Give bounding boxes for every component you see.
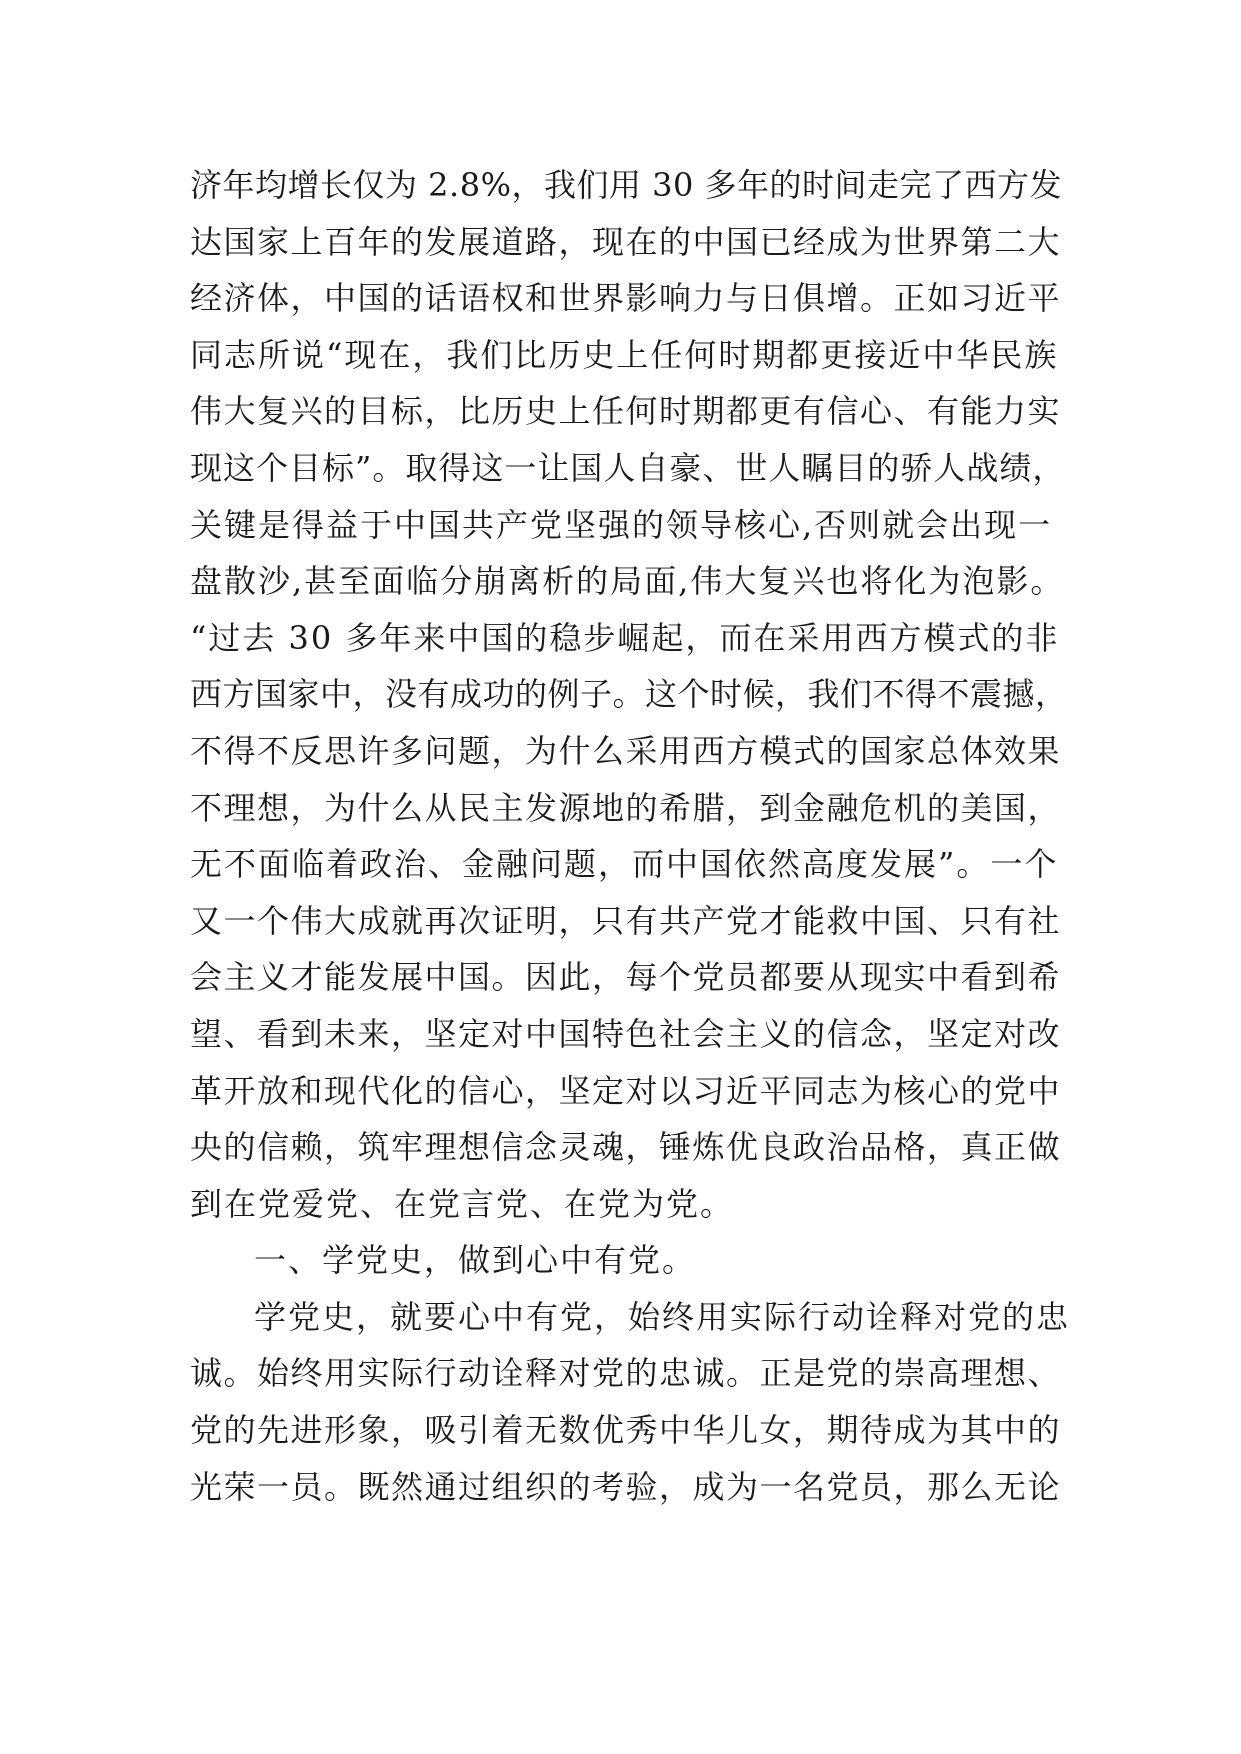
text-line: 同志所说“现在，我们比历史上任何时期都更接近中华民族 xyxy=(190,335,1059,374)
text-line: 诚。始终用实际行动诠释对党的忠诚。正是党的崇高理想、 xyxy=(190,1354,1062,1393)
text-line: 党的先进形象，吸引着无数优秀中华儿女，期待成为其中的 xyxy=(190,1411,1062,1450)
text-line: 伟大复兴的目标，比历史上任何时期都更有信心、有能力实 xyxy=(190,392,1062,431)
text-line: 西方国家中，没有成功的例子。这个时候，我们不得不震撼， xyxy=(190,675,1068,714)
text-line: 盘散沙,甚至面临分崩离析的局面,伟大复兴也将化为泡影。 xyxy=(190,562,1065,601)
text-line: 光荣一员。既然通过组织的考验，成为一名党员，那么无论 xyxy=(190,1467,1062,1506)
text-line: 无不面临着政治、金融问题，而中国依然高度发展”。一个 xyxy=(190,845,1059,884)
text-line: “过去 30 多年来中国的稳步崛起，而在采用西方模式的非 xyxy=(190,618,1060,657)
paragraph-first-line: 学党史，就要心中有党，始终用实际行动诠释对党的忠 xyxy=(254,1297,1071,1336)
body-text xyxy=(190,157,1070,1515)
text-line: 关键是得益于中国共产党坚强的领导核心,否则就会出现一 xyxy=(190,505,1053,544)
text-line: 不得不反思许多问题，为什么采用西方模式的国家总体效果 xyxy=(190,731,1062,770)
text-line: 又一个伟大成就再次证明，只有共产党才能救中国、只有社 xyxy=(190,901,1062,940)
text-line: 不理想，为什么从民主发源地的希腊，到金融危机的美国， xyxy=(190,788,1062,827)
text-line: 济年均增长仅为 2.8%，我们用 30 多年的时间走完了西方发 xyxy=(190,166,1063,204)
text-line: 会主义才能发展中国。因此，每个党员都要从现实中看到希 xyxy=(190,958,1062,997)
text-line: 经济体，中国的话语权和世界影响力与日俱增。正如习近平 xyxy=(190,279,1062,318)
text-line: 望、看到未来，坚定对中国特色社会主义的信念，坚定对改 xyxy=(190,1014,1062,1053)
section-heading: 一、学党史，做到心中有党。 xyxy=(254,1241,697,1280)
text-line: 革开放和现代化的信心，坚定对以习近平同志为核心的党中 xyxy=(190,1071,1062,1110)
text-line: 到在党爱党、在党言党、在党为党。 xyxy=(190,1184,735,1223)
text-line: 达国家上百年的发展道路，现在的中国已经成为世界第二大 xyxy=(190,222,1062,261)
text-line: 央的信赖，筑牢理想信念灵魂，锤炼优良政治品格，真正做 xyxy=(190,1128,1062,1167)
text-line: 现这个目标”。取得这一让国人自豪、世人瞩目的骄人战绩， xyxy=(190,448,1066,487)
